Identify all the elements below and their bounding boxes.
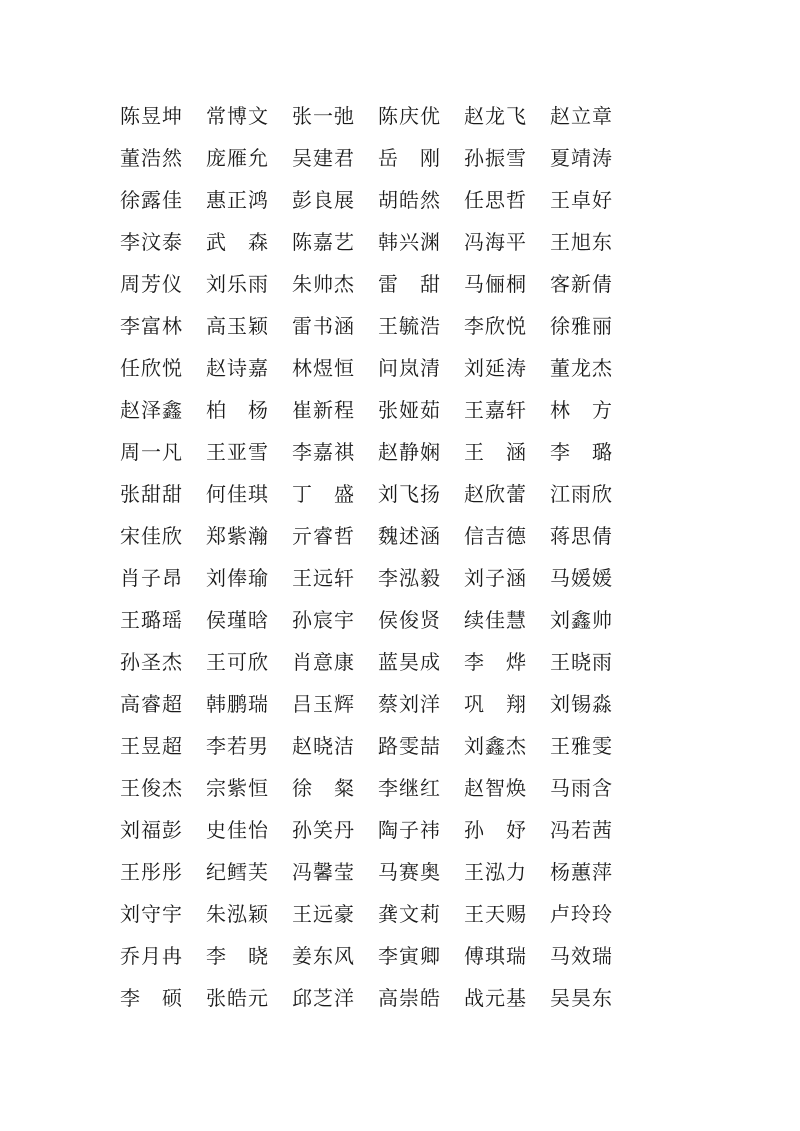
name-entry: 赵龙飞 <box>464 104 527 128</box>
name-entry: 丁 盛 <box>292 482 355 506</box>
name-entry: 任思哲 <box>464 188 527 212</box>
name-entry: 李富林 <box>120 314 183 338</box>
name-entry: 韩鹏瑞 <box>206 692 269 716</box>
name-entry: 武 森 <box>206 230 269 254</box>
name-entry: 李继红 <box>378 776 441 800</box>
name-entry: 王毓浩 <box>378 314 441 338</box>
name-entry: 陶子祎 <box>378 818 441 842</box>
name-entry: 侯瑾晗 <box>206 608 269 632</box>
name-entry: 朱帅杰 <box>292 272 355 296</box>
name-entry: 王璐瑶 <box>120 608 183 632</box>
name-entry: 李泓毅 <box>378 566 441 590</box>
name-entry: 王昱超 <box>120 734 183 758</box>
name-entry: 刘鑫帅 <box>550 608 613 632</box>
name-entry: 吕玉辉 <box>292 692 355 716</box>
name-entry: 郑紫瀚 <box>206 524 269 548</box>
name-entry: 柏 杨 <box>206 398 269 422</box>
name-entry: 李 烨 <box>464 650 527 674</box>
name-entry: 王可欣 <box>206 650 269 674</box>
name-entry: 崔新程 <box>292 398 355 422</box>
name-entry: 冯馨莹 <box>292 860 355 884</box>
name-entry: 任欣悦 <box>120 356 183 380</box>
name-entry: 常博文 <box>206 104 269 128</box>
name-entry: 夏靖涛 <box>550 146 613 170</box>
name-entry: 王泓力 <box>464 860 527 884</box>
name-entry: 蔡刘洋 <box>378 692 441 716</box>
name-entry: 史佳怡 <box>206 818 269 842</box>
name-entry: 董浩然 <box>120 146 183 170</box>
name-entry: 邱芝洋 <box>292 986 355 1010</box>
name-entry: 陈嘉艺 <box>292 230 355 254</box>
name-entry: 孙圣杰 <box>120 650 183 674</box>
name-entry: 乔月冉 <box>120 944 183 968</box>
name-entry: 赵晓洁 <box>292 734 355 758</box>
name-entry: 赵泽鑫 <box>120 398 183 422</box>
name-entry: 徐 粲 <box>292 776 355 800</box>
name-entry: 马俪桐 <box>464 272 527 296</box>
name-entry: 姜东风 <box>292 944 355 968</box>
name-entry: 王 涵 <box>464 440 527 464</box>
name-entry: 王远豪 <box>292 902 355 926</box>
name-entry: 刘延涛 <box>464 356 527 380</box>
name-entry: 周一凡 <box>120 440 183 464</box>
name-entry: 刘锡淼 <box>550 692 613 716</box>
name-entry: 问岚清 <box>378 356 441 380</box>
name-entry: 李 晓 <box>206 944 269 968</box>
name-entry: 马媛媛 <box>550 566 613 590</box>
name-entry: 肖意康 <box>292 650 355 674</box>
name-entry: 周芳仪 <box>120 272 183 296</box>
name-entry: 李汶泰 <box>120 230 183 254</box>
name-entry: 冯海平 <box>464 230 527 254</box>
name-entry: 王嘉轩 <box>464 398 527 422</box>
name-entry: 李欣悦 <box>464 314 527 338</box>
name-entry: 刘福彭 <box>120 818 183 842</box>
name-entry: 路雯喆 <box>378 734 441 758</box>
name-entry: 王俊杰 <box>120 776 183 800</box>
name-entry: 王雅雯 <box>550 734 613 758</box>
name-entry: 李寅卿 <box>378 944 441 968</box>
name-entry: 王天赐 <box>464 902 527 926</box>
name-entry: 雷书涵 <box>292 314 355 338</box>
name-entry: 傅琪瑞 <box>464 944 527 968</box>
name-entry: 卢玲玲 <box>550 902 613 926</box>
name-entry: 赵立章 <box>550 104 613 128</box>
name-list-grid <box>100 95 640 1019</box>
name-entry: 续佳慧 <box>464 608 527 632</box>
name-entry: 巩 翔 <box>464 692 527 716</box>
name-entry: 徐雅丽 <box>550 314 613 338</box>
name-entry: 王彤彤 <box>120 860 183 884</box>
name-entry: 侯俊贤 <box>378 608 441 632</box>
name-entry: 王旭东 <box>550 230 613 254</box>
name-entry: 蒋思倩 <box>550 524 613 548</box>
name-entry: 刘鑫杰 <box>464 734 527 758</box>
name-entry: 刘子涵 <box>464 566 527 590</box>
name-entry: 胡皓然 <box>378 188 441 212</box>
name-entry: 马赛奥 <box>378 860 441 884</box>
name-entry: 陈庆优 <box>378 104 441 128</box>
name-entry: 董龙杰 <box>550 356 613 380</box>
name-entry: 赵静娴 <box>378 440 441 464</box>
name-entry: 宋佳欣 <box>120 524 183 548</box>
name-entry: 张甜甜 <box>120 482 183 506</box>
name-entry: 林 方 <box>550 398 613 422</box>
name-entry: 王卓好 <box>550 188 613 212</box>
name-entry: 纪鳕芙 <box>206 860 269 884</box>
name-entry: 高玉颖 <box>206 314 269 338</box>
name-entry: 孙振雪 <box>464 146 527 170</box>
name-entry: 朱泓颖 <box>206 902 269 926</box>
name-entry: 韩兴渊 <box>378 230 441 254</box>
name-entry: 王晓雨 <box>550 650 613 674</box>
name-entry: 刘乐雨 <box>206 272 269 296</box>
name-entry: 孙笑丹 <box>292 818 355 842</box>
name-entry: 马雨含 <box>550 776 613 800</box>
name-entry: 高崇皓 <box>378 986 441 1010</box>
name-entry: 吴昊东 <box>550 986 613 1010</box>
name-entry: 孙 妤 <box>464 818 527 842</box>
name-entry: 冯若茜 <box>550 818 613 842</box>
name-entry: 李嘉祺 <box>292 440 355 464</box>
name-entry: 彭良展 <box>292 188 355 212</box>
name-entry: 肖子昂 <box>120 566 183 590</box>
name-entry: 何佳琪 <box>206 482 269 506</box>
name-entry: 陈昱坤 <box>120 104 183 128</box>
name-entry: 赵欣蕾 <box>464 482 527 506</box>
name-entry: 客新倩 <box>550 272 613 296</box>
name-entry: 赵智焕 <box>464 776 527 800</box>
name-entry: 杨蕙萍 <box>550 860 613 884</box>
name-entry: 龚文莉 <box>378 902 441 926</box>
name-entry: 刘守宇 <box>120 902 183 926</box>
name-entry: 李 璐 <box>550 440 613 464</box>
name-entry: 信吉德 <box>464 524 527 548</box>
name-entry: 李 硕 <box>120 986 183 1010</box>
name-entry: 王亚雪 <box>206 440 269 464</box>
name-entry: 宗紫恒 <box>206 776 269 800</box>
name-entry: 赵诗嘉 <box>206 356 269 380</box>
name-entry: 林煜恒 <box>292 356 355 380</box>
name-entry: 张皓元 <box>206 986 269 1010</box>
name-entry: 孙宸宇 <box>292 608 355 632</box>
name-entry: 刘俸瑜 <box>206 566 269 590</box>
name-entry: 徐露佳 <box>120 188 183 212</box>
name-entry: 王远轩 <box>292 566 355 590</box>
name-entry: 蓝昊成 <box>378 650 441 674</box>
name-entry: 亓睿哲 <box>292 524 355 548</box>
name-entry: 魏述涵 <box>378 524 441 548</box>
name-entry: 庞雁允 <box>206 146 269 170</box>
name-entry: 李若男 <box>206 734 269 758</box>
name-entry: 马效瑞 <box>550 944 613 968</box>
name-entry: 张一弛 <box>292 104 355 128</box>
name-entry: 江雨欣 <box>550 482 613 506</box>
name-entry: 高睿超 <box>120 692 183 716</box>
name-entry: 惠正鸿 <box>206 188 269 212</box>
name-entry: 刘飞扬 <box>378 482 441 506</box>
name-entry: 张娅茹 <box>378 398 441 422</box>
name-entry: 雷 甜 <box>378 272 441 296</box>
name-entry: 岳 刚 <box>378 146 441 170</box>
name-entry: 战元基 <box>464 986 527 1010</box>
name-entry: 吴建君 <box>292 146 355 170</box>
